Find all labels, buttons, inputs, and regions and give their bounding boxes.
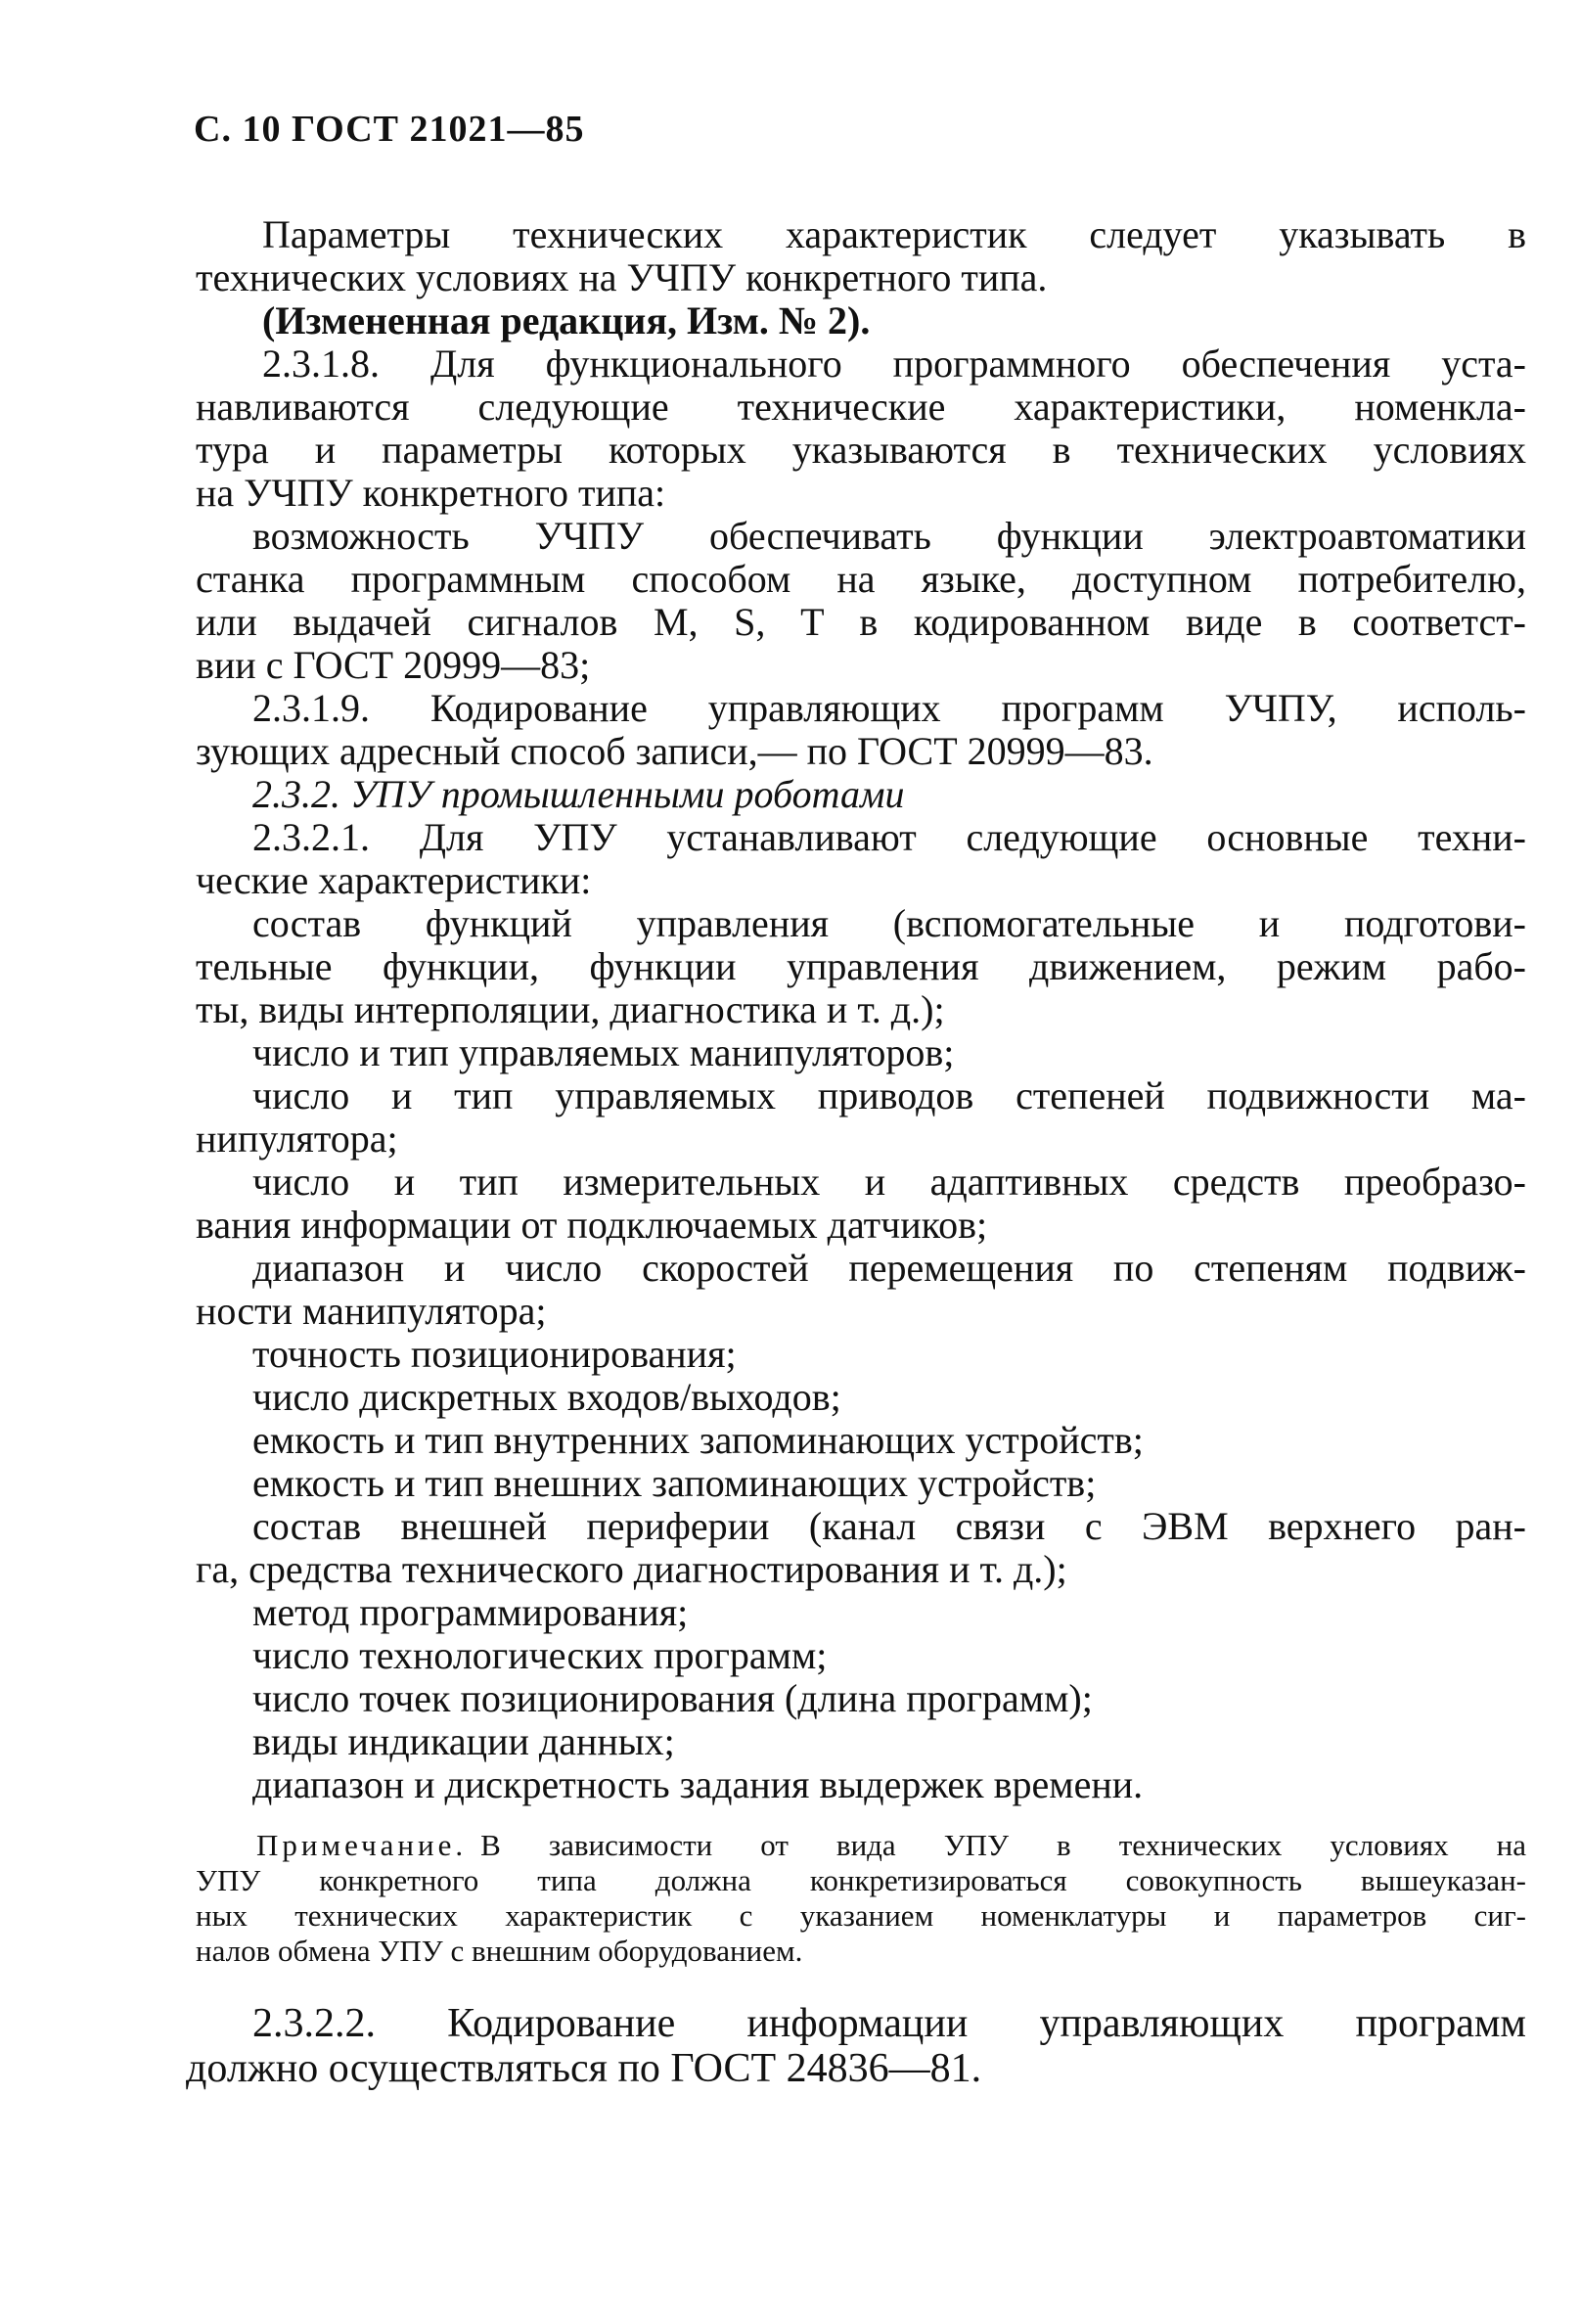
text-line: вии с ГОСТ 20999—83; xyxy=(196,643,591,687)
text-line: или выдачей сигналов М, S, T в кодированном виде в соответст- xyxy=(196,600,1526,644)
section-heading: 2.3.2. УПУ промышленными роботами xyxy=(252,772,905,816)
text-line: ности манипулятора; xyxy=(196,1289,547,1333)
note-line-1 xyxy=(256,1828,1526,1863)
text-line: метод программирования; xyxy=(252,1590,689,1634)
text-line: нипулятора; xyxy=(196,1116,398,1161)
text-line: Параметры технических характеристик следует указывать в xyxy=(262,212,1526,256)
text-line: станка программным способом на языке, доступном потребителю, xyxy=(196,557,1526,601)
amendment-note: (Измененная редакция, Изм. № 2). xyxy=(262,298,871,342)
text-line: технических условиях на УЧПУ конкретного типа. xyxy=(196,255,1048,299)
note-label: Примечание. xyxy=(256,1828,468,1862)
text-line: зующих адресный способ записи,— по ГОСТ 20999—83. xyxy=(196,729,1153,773)
text-line: на УЧПУ конкретного типа: xyxy=(196,471,666,515)
text-line: ческие характеристики: xyxy=(196,858,592,902)
text-line: 2.3.1.8. Для функционального программного обеспечения уста- xyxy=(262,342,1526,386)
text-line: емкость и тип внешних запоминающих устройств; xyxy=(252,1461,1097,1505)
text-line: число дискретных входов/выходов; xyxy=(252,1375,841,1419)
text-line: ты, виды интерполяции, диагностика и т. д.); xyxy=(196,987,945,1031)
text-line: 2.3.1.9. Кодирование управляющих программ УЧПУ, исполь- xyxy=(252,686,1526,730)
page-header: С. 10 ГОСТ 21021—85 xyxy=(194,109,585,150)
text-line: 2.3.2.2. Кодирование информации управляющих программ xyxy=(252,2001,1526,2046)
note-text: В зависимости от вида УПУ в технических условиях на xyxy=(480,1828,1526,1862)
text-line: виды индикации данных; xyxy=(252,1719,675,1763)
text-line: число и тип управляемых манипуляторов; xyxy=(252,1030,955,1074)
text-line: емкость и тип внутренних запоминающих устройств; xyxy=(252,1418,1144,1462)
text-line: диапазон и дискретность задания выдержек времени. xyxy=(252,1762,1144,1806)
text-line: состав функций управления (вспомогательные и подготови- xyxy=(252,901,1526,945)
note-line: ных технических характеристик с указанием номенклатуры и параметров сиг- xyxy=(196,1898,1526,1933)
note-line: УПУ конкретного типа должна конкретизироваться совокупность вышеуказан- xyxy=(196,1863,1526,1897)
text-line: точность позиционирования; xyxy=(252,1332,737,1376)
text-line: число и тип управляемых приводов степеней подвижности ма- xyxy=(252,1073,1526,1117)
text-line: тура и параметры которых указываются в технических условиях xyxy=(196,428,1526,472)
text-line: га, средства технического диагностирования и т. д.); xyxy=(196,1547,1067,1591)
text-line: число точек позиционирования (длина программ); xyxy=(252,1676,1093,1720)
text-line: тельные функции, функции управления движением, режим рабо- xyxy=(196,944,1526,988)
text-line: возможность УЧПУ обеспечивать функции электроавтоматики xyxy=(252,514,1526,558)
text-line: 2.3.2.1. Для УПУ устанавливают следующие основные техни- xyxy=(252,815,1526,859)
text-line: навливаются следующие технические характеристики, номенкла- xyxy=(196,385,1526,429)
text-line: должно осуществляться по ГОСТ 24836—81. xyxy=(186,2046,982,2091)
text-line: состав внешней периферии (канал связи с ЭВМ верхнего ран- xyxy=(252,1504,1526,1548)
text-line: число и тип измерительных и адаптивных средств преобразо- xyxy=(252,1160,1526,1204)
text-line: диапазон и число скоростей перемещения по степеням подвиж- xyxy=(252,1246,1526,1290)
text-line: число технологических программ; xyxy=(252,1633,828,1677)
text-line: вания информации от подключаемых датчиков; xyxy=(196,1203,988,1247)
note-line: налов обмена УПУ с внешним оборудованием. xyxy=(196,1934,803,1968)
